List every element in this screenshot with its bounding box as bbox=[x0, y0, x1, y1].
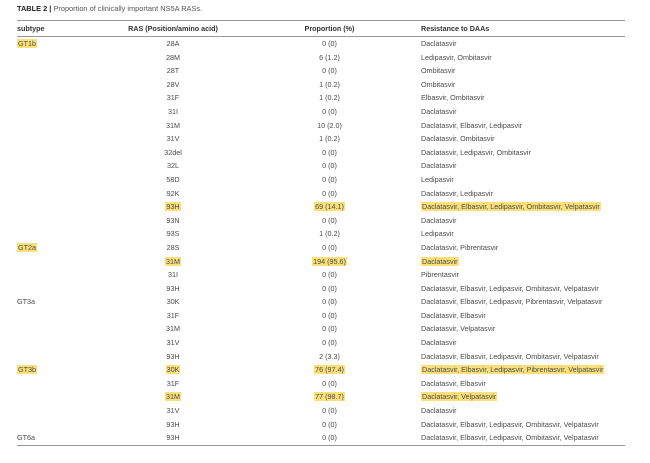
resistance-text: Daclatasvir, Elbasvir bbox=[421, 378, 486, 388]
cell-proportion bbox=[238, 227, 421, 241]
cell-ras bbox=[108, 295, 238, 309]
subtype-text: GT1b bbox=[18, 39, 36, 48]
cell-ras bbox=[108, 64, 238, 78]
cell-subtype bbox=[17, 295, 108, 309]
table-row bbox=[17, 119, 625, 133]
proportion-text: 0 (0) bbox=[322, 283, 337, 293]
cell-subtype bbox=[17, 173, 108, 187]
proportion-text: 76 (97.4) bbox=[315, 365, 344, 375]
ras-text: 93H bbox=[166, 419, 180, 429]
resistance-text: Daclatasvir, Elbasvir, Ledipasvir, Ombitasvir, Velpatasvir bbox=[421, 419, 599, 429]
table-row bbox=[17, 431, 625, 445]
ras-text: 31F bbox=[166, 310, 180, 320]
cell-ras bbox=[108, 51, 238, 65]
cell-resistance bbox=[421, 37, 625, 51]
proportion-text: 1 (0.2) bbox=[319, 79, 340, 89]
subtype-text: GT6a bbox=[17, 433, 35, 443]
table-header bbox=[17, 21, 625, 37]
ras-text: 93H bbox=[166, 433, 180, 443]
table-row bbox=[17, 51, 625, 65]
cell-proportion bbox=[238, 268, 421, 282]
cell-proportion bbox=[238, 282, 421, 296]
proportion-text: 10 (2.0) bbox=[317, 120, 342, 130]
ras-text: 93S bbox=[166, 229, 180, 239]
cell-proportion bbox=[238, 336, 421, 350]
resistance-text: Daclatasvir, Velpatasvir bbox=[421, 324, 496, 334]
ras-text: 31I bbox=[168, 270, 178, 280]
ras-text: 31M bbox=[166, 324, 180, 334]
cell-subtype bbox=[17, 132, 108, 146]
cell-ras bbox=[108, 377, 238, 391]
proportion-text: 0 (0) bbox=[322, 324, 337, 334]
header-subtype: subtype bbox=[17, 21, 108, 37]
cell-proportion bbox=[238, 377, 421, 391]
ras-text: 92K bbox=[166, 188, 180, 198]
resistance-text: Daclatasvir, Elbasvir bbox=[421, 310, 486, 320]
cell-subtype bbox=[17, 227, 108, 241]
ras-text: 93H bbox=[166, 202, 180, 212]
cell-subtype bbox=[17, 282, 108, 296]
proportion-text: 2 (3.3) bbox=[319, 351, 340, 361]
cell-subtype bbox=[17, 119, 108, 133]
header-row bbox=[17, 21, 625, 37]
proportion-text: 0 (0) bbox=[322, 297, 337, 307]
cell-resistance bbox=[421, 363, 625, 377]
resistance-text: Ledipasvir, Ombitasvir bbox=[421, 52, 492, 62]
cell-resistance bbox=[421, 78, 625, 92]
ras-text: 93H bbox=[166, 283, 180, 293]
resistance-text: Ombitasvir bbox=[421, 79, 456, 89]
cell-ras bbox=[108, 282, 238, 296]
ras-text: 30K bbox=[166, 297, 180, 307]
table-row bbox=[17, 295, 625, 309]
cell-proportion bbox=[238, 322, 421, 336]
cell-subtype bbox=[17, 37, 108, 51]
cell-proportion bbox=[238, 187, 421, 201]
cell-resistance bbox=[421, 159, 625, 173]
cell-ras bbox=[108, 404, 238, 418]
cell-proportion bbox=[238, 146, 421, 160]
cell-resistance bbox=[421, 227, 625, 241]
cell-ras bbox=[108, 431, 238, 445]
cell-proportion bbox=[238, 132, 421, 146]
cell-resistance bbox=[421, 418, 625, 432]
resistance-text: Elbasvir, Ombitasvir bbox=[421, 93, 485, 103]
table-row bbox=[17, 105, 625, 119]
resistance-text: Daclatasvir, Elbasvir, Ledipasvir bbox=[421, 120, 523, 130]
cell-subtype bbox=[17, 363, 108, 377]
table-row bbox=[17, 282, 625, 296]
table-row bbox=[17, 227, 625, 241]
table-row bbox=[17, 64, 625, 78]
table-row bbox=[17, 200, 625, 214]
table-row bbox=[17, 91, 625, 105]
cell-resistance bbox=[421, 241, 625, 255]
cell-proportion bbox=[238, 404, 421, 418]
cell-ras bbox=[108, 91, 238, 105]
cell-proportion bbox=[238, 363, 421, 377]
table-row bbox=[17, 390, 625, 404]
resistance-text: Daclatasvir bbox=[421, 338, 457, 348]
cell-resistance bbox=[421, 377, 625, 391]
ras-text: 58D bbox=[166, 174, 180, 184]
proportion-text: 0 (0) bbox=[322, 310, 337, 320]
cell-resistance bbox=[421, 146, 625, 160]
resistance-text: Ledipasvir bbox=[421, 229, 454, 239]
resistance-text: Ledipasvir bbox=[421, 174, 454, 184]
proportion-text: 69 (14.1) bbox=[315, 202, 344, 212]
subtype-text: GT3b bbox=[18, 365, 36, 375]
cell-ras bbox=[108, 214, 238, 228]
cell-resistance bbox=[421, 64, 625, 78]
cell-subtype bbox=[17, 377, 108, 391]
cell-ras bbox=[108, 363, 238, 377]
cell-resistance bbox=[421, 173, 625, 187]
proportion-text: 1 (0.2) bbox=[319, 229, 340, 239]
cell-proportion bbox=[238, 51, 421, 65]
resistance-text: Daclatasvir, Ledipasvir, Ombitasvir bbox=[421, 147, 531, 157]
cell-subtype bbox=[17, 322, 108, 336]
ras-text: 28M bbox=[166, 52, 180, 62]
cell-resistance bbox=[421, 105, 625, 119]
header-proportion: Proportion (%) bbox=[238, 21, 421, 37]
cell-ras bbox=[108, 105, 238, 119]
cell-resistance bbox=[421, 119, 625, 133]
cell-subtype bbox=[17, 309, 108, 323]
ras-text: 32del bbox=[164, 147, 182, 157]
table-row bbox=[17, 187, 625, 201]
cell-subtype bbox=[17, 214, 108, 228]
proportion-text: 0 (0) bbox=[322, 188, 337, 198]
cell-proportion bbox=[238, 105, 421, 119]
cell-resistance bbox=[421, 91, 625, 105]
ras-text: 31M bbox=[166, 256, 180, 266]
cell-subtype bbox=[17, 390, 108, 404]
table-caption-label: TABLE 2 | bbox=[17, 4, 52, 13]
ras-text: 30K bbox=[166, 365, 180, 375]
ras-text: 28T bbox=[166, 66, 180, 76]
cell-proportion bbox=[238, 390, 421, 404]
table-row bbox=[17, 241, 625, 255]
cell-proportion bbox=[238, 309, 421, 323]
table-row bbox=[17, 132, 625, 146]
ras-text: 31F bbox=[166, 378, 180, 388]
proportion-text: 6 (1.2) bbox=[319, 52, 340, 62]
cell-proportion bbox=[238, 78, 421, 92]
cell-subtype bbox=[17, 350, 108, 364]
proportion-text: 0 (0) bbox=[322, 106, 337, 116]
proportion-text: 0 (0) bbox=[322, 39, 337, 48]
header-ras: RAS (Position/amino acid) bbox=[108, 21, 238, 37]
cell-subtype bbox=[17, 159, 108, 173]
resistance-text: Daclatasvir, Elbasvir, Ledipasvir, Ombitasvir, Velpatasvir bbox=[421, 433, 599, 443]
table-row bbox=[17, 363, 625, 377]
table-row bbox=[17, 159, 625, 173]
subtype-text: GT2a bbox=[18, 242, 36, 252]
proportion-text: 0 (0) bbox=[322, 433, 337, 443]
cell-proportion bbox=[238, 295, 421, 309]
proportion-text: 0 (0) bbox=[322, 215, 337, 225]
cell-subtype bbox=[17, 51, 108, 65]
cell-proportion bbox=[238, 200, 421, 214]
resistance-text: Daclatasvir, Elbasvir, Ledipasvir, Pibrentasvir, Velpatasvir bbox=[421, 297, 603, 307]
table-row bbox=[17, 404, 625, 418]
resistance-text: Daclatasvir, Elbasvir, Ledipasvir, Ombitasvir, Velpatasvir bbox=[422, 202, 600, 212]
table-row bbox=[17, 37, 625, 51]
resistance-text: Daclatasvir, Velpatasvir bbox=[422, 392, 497, 402]
cell-ras bbox=[108, 418, 238, 432]
table-row bbox=[17, 377, 625, 391]
resistance-text: Daclatasvir, Pibrentasvir bbox=[421, 242, 499, 252]
cell-proportion bbox=[238, 159, 421, 173]
cell-subtype bbox=[17, 187, 108, 201]
cell-subtype bbox=[17, 200, 108, 214]
cell-resistance bbox=[421, 431, 625, 445]
proportion-text: 0 (0) bbox=[322, 378, 337, 388]
ras-text: 31V bbox=[166, 338, 180, 348]
table-row bbox=[17, 350, 625, 364]
proportion-text: 0 (0) bbox=[322, 161, 337, 171]
cell-ras bbox=[108, 187, 238, 201]
proportion-text: 0 (0) bbox=[322, 270, 337, 280]
cell-resistance bbox=[421, 404, 625, 418]
cell-proportion bbox=[238, 350, 421, 364]
cell-ras bbox=[108, 322, 238, 336]
resistance-text: Daclatasvir bbox=[421, 39, 457, 48]
proportion-text: 0 (0) bbox=[322, 174, 337, 184]
cell-resistance bbox=[421, 295, 625, 309]
cell-ras bbox=[108, 132, 238, 146]
ras-text: 31M bbox=[166, 120, 180, 130]
ras-text: 28V bbox=[166, 79, 180, 89]
ras-text: 31V bbox=[166, 134, 180, 144]
proportion-text: 77 (98.7) bbox=[315, 392, 344, 402]
table-body bbox=[17, 37, 625, 446]
ras-text: 32L bbox=[167, 161, 179, 171]
cell-resistance bbox=[421, 390, 625, 404]
cell-subtype bbox=[17, 64, 108, 78]
cell-resistance bbox=[421, 350, 625, 364]
cell-proportion bbox=[238, 255, 421, 269]
table-row bbox=[17, 173, 625, 187]
cell-proportion bbox=[238, 431, 421, 445]
cell-ras bbox=[108, 119, 238, 133]
cell-resistance bbox=[421, 309, 625, 323]
cell-resistance bbox=[421, 282, 625, 296]
cell-ras bbox=[108, 241, 238, 255]
table-row bbox=[17, 322, 625, 336]
cell-proportion bbox=[238, 214, 421, 228]
table-row bbox=[17, 309, 625, 323]
cell-ras bbox=[108, 268, 238, 282]
subtype-text: GT3a bbox=[17, 297, 35, 307]
cell-ras bbox=[108, 227, 238, 241]
table-row bbox=[17, 336, 625, 350]
cell-resistance bbox=[421, 214, 625, 228]
ras-text: 28S bbox=[166, 242, 180, 252]
proportion-text: 1 (0.2) bbox=[319, 134, 340, 144]
proportion-text: 0 (0) bbox=[322, 419, 337, 429]
ras-text: 93H bbox=[166, 351, 180, 361]
cell-ras bbox=[108, 200, 238, 214]
table-row bbox=[17, 268, 625, 282]
table-row bbox=[17, 214, 625, 228]
cell-resistance bbox=[421, 336, 625, 350]
resistance-text: Daclatasvir, Elbasvir, Ledipasvir, Pibrentasvir, Velpatasvir bbox=[422, 365, 604, 375]
cell-subtype bbox=[17, 404, 108, 418]
resistance-text: Daclatasvir bbox=[422, 256, 458, 266]
ras-text: 93N bbox=[166, 215, 180, 225]
resistance-text: Daclatasvir, Elbasvir, Ledipasvir, Ombitasvir, Velpatasvir bbox=[421, 283, 599, 293]
resistance-text: Ombitasvir bbox=[421, 66, 456, 76]
cell-subtype bbox=[17, 91, 108, 105]
ras-text: 31V bbox=[166, 406, 180, 416]
cell-resistance bbox=[421, 268, 625, 282]
resistance-text: Pibrentasvir bbox=[421, 270, 459, 280]
table-caption bbox=[17, 4, 202, 13]
table-row bbox=[17, 255, 625, 269]
cell-ras bbox=[108, 390, 238, 404]
cell-proportion bbox=[238, 64, 421, 78]
cell-proportion bbox=[238, 119, 421, 133]
cell-ras bbox=[108, 78, 238, 92]
cell-subtype bbox=[17, 336, 108, 350]
cell-subtype bbox=[17, 431, 108, 445]
cell-subtype bbox=[17, 268, 108, 282]
cell-resistance bbox=[421, 200, 625, 214]
resistance-text: Daclatasvir bbox=[421, 215, 457, 225]
cell-proportion bbox=[238, 173, 421, 187]
cell-resistance bbox=[421, 187, 625, 201]
cell-subtype bbox=[17, 255, 108, 269]
cell-ras bbox=[108, 336, 238, 350]
proportion-text: 0 (0) bbox=[322, 66, 337, 76]
ras-text: 28A bbox=[166, 39, 180, 48]
cell-ras bbox=[108, 146, 238, 160]
cell-ras bbox=[108, 159, 238, 173]
proportion-text: 194 (95.6) bbox=[313, 256, 346, 266]
table-row bbox=[17, 418, 625, 432]
cell-subtype bbox=[17, 146, 108, 160]
cell-proportion bbox=[238, 91, 421, 105]
proportion-text: 0 (0) bbox=[322, 242, 337, 252]
proportion-text: 0 (0) bbox=[322, 338, 337, 348]
table-row bbox=[17, 78, 625, 92]
cell-ras bbox=[108, 255, 238, 269]
cell-resistance bbox=[421, 132, 625, 146]
table-caption-text: Proportion of clinically important NS5A RASs. bbox=[53, 4, 203, 13]
cell-ras bbox=[108, 37, 238, 51]
ras-text: 31I bbox=[168, 106, 178, 116]
cell-resistance bbox=[421, 51, 625, 65]
ras-table bbox=[17, 20, 625, 446]
cell-resistance bbox=[421, 255, 625, 269]
cell-ras bbox=[108, 309, 238, 323]
table-row bbox=[17, 146, 625, 160]
resistance-text: Daclatasvir, Ombitasvir bbox=[421, 134, 495, 144]
resistance-text: Daclatasvir, Elbasvir, Ledipasvir, Ombitasvir, Velpatasvir bbox=[421, 351, 599, 361]
cell-ras bbox=[108, 350, 238, 364]
cell-proportion bbox=[238, 37, 421, 51]
resistance-text: Daclatasvir bbox=[421, 406, 457, 416]
cell-ras bbox=[108, 173, 238, 187]
cell-resistance bbox=[421, 322, 625, 336]
cell-proportion bbox=[238, 418, 421, 432]
cell-subtype bbox=[17, 241, 108, 255]
header-resistance: Resistance to DAAs bbox=[421, 21, 625, 37]
proportion-text: 0 (0) bbox=[322, 406, 337, 416]
cell-proportion bbox=[238, 241, 421, 255]
ras-text: 31M bbox=[166, 392, 180, 402]
proportion-text: 0 (0) bbox=[322, 147, 337, 157]
resistance-text: Daclatasvir bbox=[421, 106, 457, 116]
ras-text: 31F bbox=[166, 93, 180, 103]
proportion-text: 1 (0.2) bbox=[319, 93, 340, 103]
resistance-text: Daclatasvir, Ledipasvir bbox=[421, 188, 493, 198]
resistance-text: Daclatasvir bbox=[421, 161, 457, 171]
cell-subtype bbox=[17, 78, 108, 92]
cell-subtype bbox=[17, 418, 108, 432]
cell-subtype bbox=[17, 105, 108, 119]
